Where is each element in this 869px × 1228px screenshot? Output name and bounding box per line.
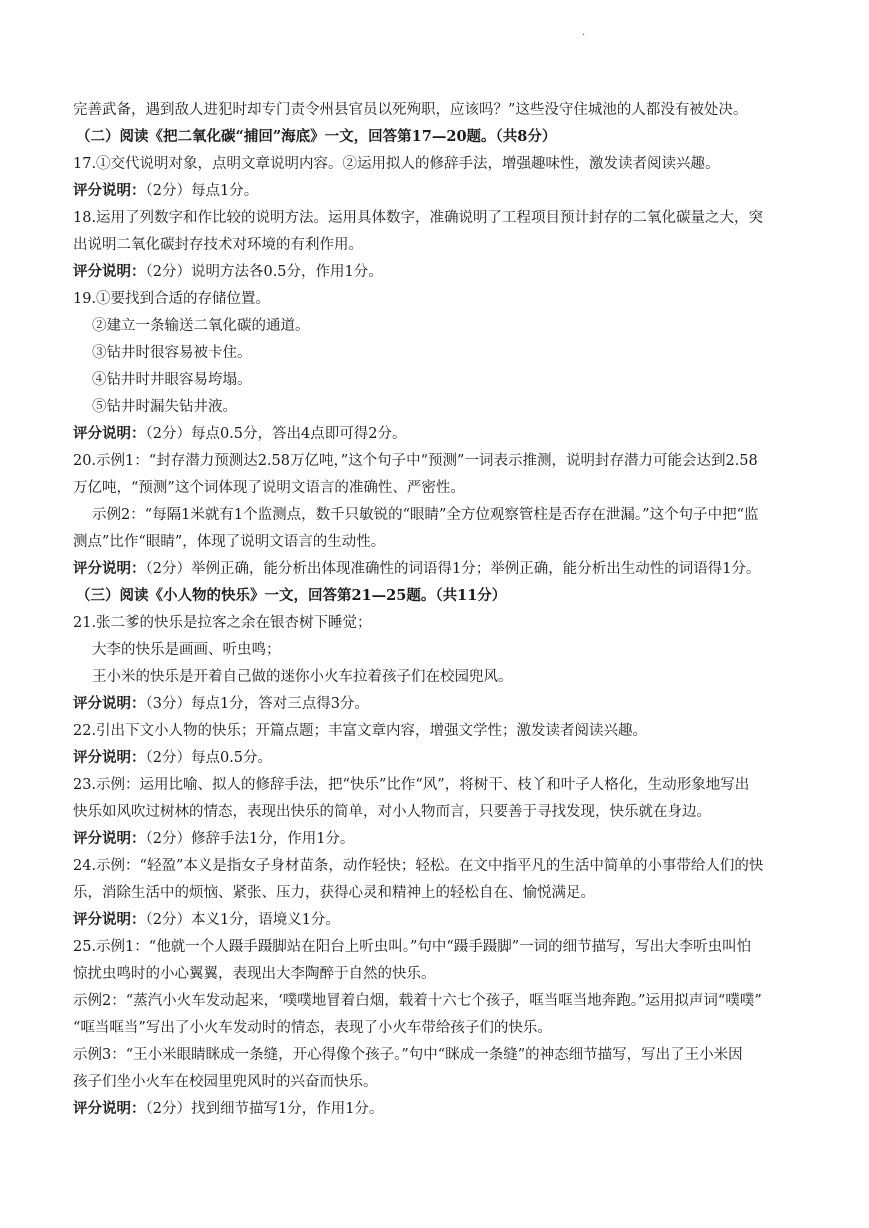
scoring-note [73, 559, 809, 579]
answer-25-cont: 孩子们坐小火车在校园里兜风时的兴奋而快乐。 [73, 1074, 378, 1090]
scoring-label: 评分说明： [73, 1100, 146, 1117]
scoring-text: （2分）找到细节描写1分，作用1分。 [145, 1101, 384, 1117]
answer-25-example-2: 示例2：“蒸汽小火车发动起来，‘噗噗地冒着白烟，载着十六七个孩子，哐当哐当地奔跑。”运用拟声词“噗噗” [73, 993, 762, 1009]
answer-21-item: 王小米的快乐是开着自己做的迷你小火车拉着孩子们在校园兜风。 [92, 669, 513, 685]
scoring-label: 评分说明： [73, 425, 146, 442]
scoring-note [73, 1099, 809, 1119]
scoring-note [73, 181, 809, 201]
answer-22: 22.引出下文小人物的快乐；开篇点题；丰富文章内容，增强文学性；激发读者阅读兴趣。 [73, 723, 648, 739]
answer-25-cont: 惊扰虫鸣时的小心翼翼，表现出大李陶醉于自然的快乐。 [73, 966, 436, 982]
answer-18-cont: 出说明二氧化碳封存技术对环境的有利作用。 [73, 237, 363, 253]
scoring-label: 评分说明： [73, 695, 146, 712]
scoring-label: 评分说明： [73, 560, 146, 577]
scoring-label: 评分说明： [73, 830, 146, 847]
answer-20-cont: 测点”比作“眼睛”，体现了说明文语言的生动性。 [73, 534, 386, 550]
answer-18: 18.运用了列数字和作比较的说明方法。运用具体数字，准确说明了工程项目预计封存的二氧化碳量之大，突 [73, 210, 764, 226]
answer-23-cont: 快乐如风吹过树林的情态，表现出快乐的简单，对小人物而言，只要善于寻找发现，快乐就在身边。 [73, 804, 711, 820]
scoring-text: （2分）举例正确，能分析出体现准确性的词语得1分；举例正确，能分析出生动性的词语得1分。 [145, 561, 761, 577]
answer-19-item: ③钻井时很容易被卡住。 [92, 345, 252, 361]
answer-19-item: ④钻井时井眼容易垮塌。 [92, 372, 252, 388]
scoring-note [73, 829, 809, 849]
answer-23: 23.示例：运用比喻、拟人的修辞手法，把“快乐”比作“风”，将树干、枝丫和叶子人格化，生动形象地写出 [73, 777, 750, 793]
answer-25-cont: “哐当哐当”写出了小火车发动时的情态，表现了小火车带给孩子们的快乐。 [73, 1020, 552, 1036]
scoring-text: （2分）本义1分，语境义1分。 [145, 912, 340, 928]
scoring-text: （2分）说明方法各0.5分，作用1分。 [145, 264, 383, 280]
scoring-text: （3分）每点1分，答对三点得3分。 [145, 696, 369, 712]
scoring-note [73, 748, 809, 768]
scoring-label: 评分说明： [73, 182, 146, 199]
scoring-text: （2分）每点1分。 [145, 183, 259, 199]
answer-21-item: 大李的快乐是画画、听虫鸣； [92, 642, 281, 658]
answer-24: 24.示例：“轻盈”本义是指女子身材苗条，动作轻快；轻松。在文中指平凡的生活中简单的小事带给人们的快 [73, 858, 764, 874]
answer-24-cont: 乐，消除生活中的烦恼、紧张、压力，获得心灵和精神上的轻松自在、愉悦满足。 [73, 885, 595, 901]
scoring-text: （2分）修辞手法1分，作用1分。 [145, 831, 355, 847]
scoring-note [73, 262, 809, 282]
scoring-label: 评分说明： [73, 263, 146, 280]
answer-19-item: ⑤钻井时漏失钻井液。 [92, 399, 237, 415]
answer-25: 25.示例1：“他就一个人蹑手蹑脚站在阳台上听虫叫。”句中“蹑手蹑脚”一词的细节描写，写出大李听虫叫怕 [73, 939, 752, 955]
scoring-text: （2分）每点0.5分，答出4点即可得2分。 [145, 426, 407, 442]
scoring-label: 评分说明： [73, 911, 146, 928]
header-mark: · [582, 30, 586, 41]
scoring-label: 评分说明： [73, 749, 146, 766]
scoring-text: （2分）每点0.5分。 [145, 750, 273, 766]
section-heading-2: （二）阅读《把二氧化碳“捕回”海底》一文，回答第17—20题。（共8分） [76, 128, 557, 145]
text-line: 完善武备，遇到敌人进犯时却专门责令州县官员以死殉职，应该吗？”这些没守住城池的人都没有被处决。 [73, 102, 748, 118]
answer-21: 21.张二爹的快乐是拉客之余在银杏树下睡觉； [73, 615, 372, 631]
scoring-note [73, 910, 809, 930]
answer-20-cont: 万亿吨，“预测”这个词体现了说明文语言的准确性、严密性。 [73, 480, 465, 496]
section-heading-3: （三）阅读《小人物的快乐》一文，回答第21—25题。（共11分） [76, 587, 507, 604]
answer-20: 20.示例1：“封存潜力预测达2.58万亿吨，”这个句子中“预测”一词表示推测，说明封存潜力可能会达到2.58 [73, 453, 758, 469]
scoring-note [73, 694, 809, 714]
scoring-note [73, 424, 809, 444]
answer-17: 17.①交代说明对象，点明文章说明内容。②运用拟人的修辞手法，增强趣味性，激发读者阅读兴趣。 [73, 156, 720, 172]
answer-19-item: ②建立一条输送二氧化碳的通道。 [92, 318, 310, 334]
answer-20-example-2: 示例2：“每隔1米就有1个监测点，数千只敏锐的“眼睛”全方位观察管柱是否存在泄漏。”这个句子中把“监 [92, 507, 759, 523]
answer-19: 19.①要找到合适的存储位置。 [73, 291, 271, 307]
answer-25-example-3: 示例3：“王小米眼睛眯成一条缝，开心得像个孩子。”句中“眯成一条缝”的神态细节描写，写出了王小米因 [73, 1047, 743, 1063]
